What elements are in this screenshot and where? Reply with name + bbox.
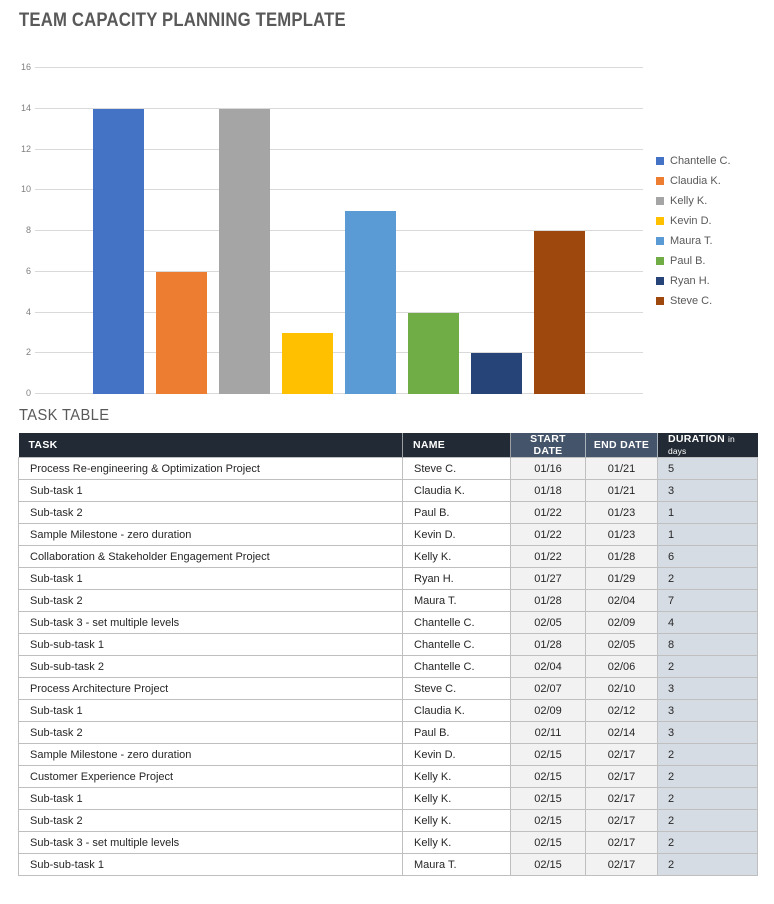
task-cell: Sub-task 2 [19,502,403,524]
task-cell: Sub-task 2 [19,810,403,832]
y-axis-tick-label: 0 [25,388,31,398]
name-cell: Maura T. [403,590,511,612]
end-date-cell: 02/17 [586,832,658,854]
table-row [19,700,758,722]
chart-bar-paul-b [408,313,459,395]
start-date-cell: 01/22 [511,502,586,524]
y-axis-tick-label: 12 [20,143,31,154]
duration-cell: 2 [658,788,758,810]
end-date-cell: 01/29 [586,568,658,590]
table-row [19,722,758,744]
y-axis-tick-label: 14 [20,102,31,113]
column-header-name: NAME [403,433,511,458]
start-date-cell: 02/15 [511,744,586,766]
table-row [19,634,758,656]
start-date-cell: 01/16 [511,458,586,480]
y-axis-tick-label: 4 [25,306,31,317]
duration-cell: 6 [658,546,758,568]
legend-swatch [656,157,664,165]
table-body [19,458,758,876]
duration-cell: 7 [658,590,758,612]
legend-swatch [656,257,664,265]
task-cell: Sub-task 2 [19,590,403,612]
name-cell: Paul B. [403,502,511,524]
name-cell: Kelly K. [403,788,511,810]
start-date-cell: 01/18 [511,480,586,502]
y-axis-tick-label: 2 [25,347,31,358]
legend-swatch [656,237,664,245]
duration-cell: 1 [658,502,758,524]
legend-item [656,175,731,187]
end-date-cell: 02/06 [586,656,658,678]
name-cell: Steve C. [403,458,511,480]
name-cell: Kelly K. [403,546,511,568]
duration-cell: 2 [658,744,758,766]
start-date-cell: 01/28 [511,590,586,612]
table-row [19,678,758,700]
legend-item [656,235,731,247]
name-cell: Claudia K. [403,480,511,502]
column-header-duration [658,433,758,458]
task-cell: Sub-task 1 [19,480,403,502]
legend-item [656,155,731,167]
legend-swatch [656,277,664,285]
legend-item [656,195,731,207]
y-axis-tick-label: 16 [20,62,31,72]
task-cell: Sub-sub-task 2 [19,656,403,678]
end-date-cell: 02/12 [586,700,658,722]
duration-cell: 3 [658,700,758,722]
duration-cell: 2 [658,568,758,590]
end-date-cell: 02/17 [586,854,658,876]
column-header-task: TASK [19,433,403,458]
end-date-cell: 01/21 [586,458,658,480]
chart-plot [20,62,643,398]
duration-cell: 2 [658,832,758,854]
task-cell: Sub-task 1 [19,788,403,810]
table-row [19,788,758,810]
table-row [19,832,758,854]
duration-cell: 2 [658,810,758,832]
name-cell: Claudia K. [403,700,511,722]
legend-label: Paul B. [670,255,706,267]
name-cell: Kevin D. [403,744,511,766]
table-header-row [19,433,758,458]
name-cell: Steve C. [403,678,511,700]
name-cell: Kevin D. [403,524,511,546]
y-axis-tick-label: 10 [20,184,31,195]
start-date-cell: 02/04 [511,656,586,678]
capacity-bar-chart [18,60,644,400]
start-date-cell: 02/09 [511,700,586,722]
table-row [19,766,758,788]
start-date-cell: 02/15 [511,832,586,854]
end-date-cell: 02/17 [586,744,658,766]
duration-cell: 2 [658,766,758,788]
start-date-cell: 02/11 [511,722,586,744]
task-cell: Sub-task 1 [19,700,403,722]
name-cell: Chantelle C. [403,656,511,678]
name-cell: Paul B. [403,722,511,744]
bar-group [35,68,643,394]
end-date-cell: 01/23 [586,502,658,524]
legend-swatch [656,297,664,305]
y-axis-tick-label: 6 [25,265,31,276]
duration-unit-label: in days [668,434,735,456]
end-date-cell: 01/28 [586,546,658,568]
column-header-start-date: START DATE [511,433,586,458]
name-cell: Chantelle C. [403,612,511,634]
duration-label: DURATION [668,433,726,445]
table-row [19,524,758,546]
chart-legend [656,155,731,307]
end-date-cell: 02/14 [586,722,658,744]
legend-swatch [656,197,664,205]
column-header-end-date: END DATE [586,433,658,458]
start-date-cell: 02/07 [511,678,586,700]
chart-bar-kevin-d [282,333,333,394]
chart-bar-chantelle-c [93,109,144,394]
table-row [19,854,758,876]
task-cell: Process Architecture Project [19,678,403,700]
task-cell: Process Re-engineering & Optimization Project [19,458,403,480]
table-row [19,744,758,766]
duration-cell: 1 [658,524,758,546]
start-date-cell: 02/15 [511,854,586,876]
legend-swatch [656,177,664,185]
start-date-cell: 02/15 [511,766,586,788]
legend-item [656,255,731,267]
task-cell: Sub-sub-task 1 [19,854,403,876]
task-cell: Collaboration & Stakeholder Engagement Project [19,546,403,568]
start-date-cell: 02/15 [511,788,586,810]
table-row [19,612,758,634]
legend-item [656,275,731,287]
duration-cell: 3 [658,722,758,744]
y-axis-tick-label: 8 [25,225,31,235]
legend-label: Kelly K. [670,195,708,207]
chart-bar-steve-c [534,231,585,394]
name-cell: Kelly K. [403,810,511,832]
table-row [19,568,758,590]
table-row [19,546,758,568]
task-cell: Sample Milestone - zero duration [19,744,403,766]
task-cell: Sample Milestone - zero duration [19,524,403,546]
duration-cell: 8 [658,634,758,656]
chart-bar-maura-t [345,211,396,394]
start-date-cell: 02/05 [511,612,586,634]
name-cell: Chantelle C. [403,634,511,656]
legend-swatch [656,217,664,225]
start-date-cell: 01/22 [511,546,586,568]
end-date-cell: 01/23 [586,524,658,546]
duration-cell: 2 [658,656,758,678]
task-cell: Sub-task 3 - set multiple levels [19,832,403,854]
legend-label: Ryan H. [670,275,710,287]
legend-label: Steve C. [670,295,713,307]
legend-item [656,215,731,227]
end-date-cell: 02/04 [586,590,658,612]
table-row [19,480,758,502]
task-table [18,433,758,876]
task-cell: Sub-task 1 [19,568,403,590]
name-cell: Kelly K. [403,766,511,788]
end-date-cell: 01/21 [586,480,658,502]
page-title: TEAM CAPACITY PLANNING TEMPLATE [19,10,346,31]
task-table-heading: TASK TABLE [19,407,110,424]
name-cell: Maura T. [403,854,511,876]
table-row [19,810,758,832]
legend-item [656,295,731,307]
start-date-cell: 01/28 [511,634,586,656]
start-date-cell: 01/22 [511,524,586,546]
chart-bar-ryan-h [471,353,522,394]
duration-cell: 3 [658,678,758,700]
end-date-cell: 02/17 [586,766,658,788]
legend-label: Claudia K. [670,175,721,187]
end-date-cell: 02/17 [586,788,658,810]
table-row [19,656,758,678]
table-row [19,502,758,524]
task-cell: Sub-task 3 - set multiple levels [19,612,403,634]
task-cell: Sub-task 2 [19,722,403,744]
end-date-cell: 02/05 [586,634,658,656]
end-date-cell: 02/17 [586,810,658,832]
table-row [19,590,758,612]
start-date-cell: 01/27 [511,568,586,590]
legend-label: Kevin D. [670,215,712,227]
duration-cell: 4 [658,612,758,634]
name-cell: Kelly K. [403,832,511,854]
table-row [19,458,758,480]
start-date-cell: 02/15 [511,810,586,832]
legend-label: Chantelle C. [670,155,731,167]
name-cell: Ryan H. [403,568,511,590]
chart-bar-kelly-k [219,109,270,394]
task-cell: Sub-sub-task 1 [19,634,403,656]
chart-bar-claudia-k [156,272,207,394]
end-date-cell: 02/10 [586,678,658,700]
duration-cell: 2 [658,854,758,876]
legend-label: Maura T. [670,235,713,247]
duration-cell: 5 [658,458,758,480]
end-date-cell: 02/09 [586,612,658,634]
duration-cell: 3 [658,480,758,502]
task-cell: Customer Experience Project [19,766,403,788]
